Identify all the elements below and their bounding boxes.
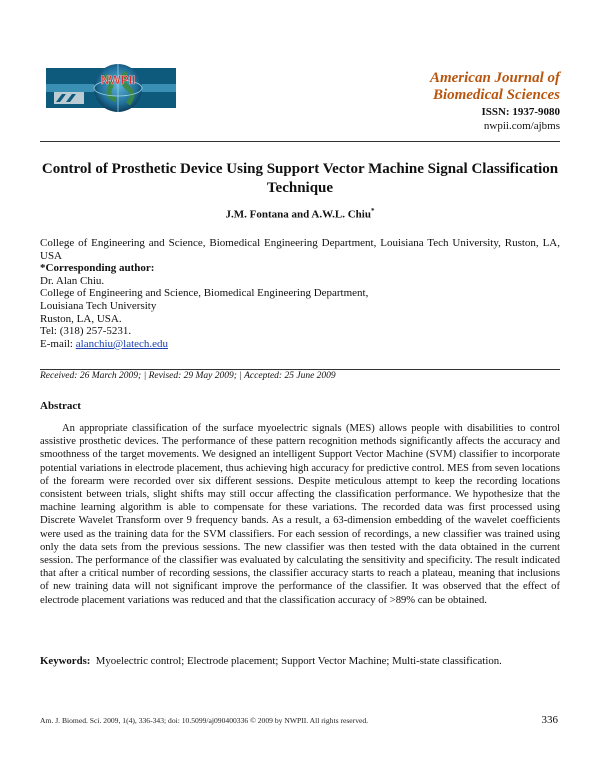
authors [40, 207, 560, 221]
email-label: E-mail: [40, 337, 76, 350]
journal-name: American Journal of Biomedical Sciences [429, 70, 560, 103]
keywords-text: Myoelectric control; Electrode placement; Support Vector Machine; Multi-state classification. [95, 655, 502, 667]
journal-header [390, 70, 560, 132]
paper-title: Control of Prosthetic Device Using Support Vector Machine Signal Classification Technique [41, 161, 559, 196]
nwpii-logo [46, 62, 176, 114]
email-link[interactable]: alanchiu@latech.edu [75, 337, 169, 350]
corresponding-univ: Louisiana Tech University [40, 299, 157, 312]
corresponding-mark: * [370, 207, 375, 215]
abstract-heading: Abstract [40, 400, 81, 412]
submission-dates: Received: 26 March 2009; | Revised: 29 May 2009; | Accepted: 25 June 2009 [40, 371, 336, 381]
dates-divider [40, 369, 560, 370]
telephone: Tel: (318) 257-5231. [40, 325, 132, 338]
journal-url[interactable]: nwpii.com/ajbms [483, 120, 560, 132]
keywords-label: Keywords: [40, 655, 91, 667]
author-names: J.M. Fontana and A.W.L. Chiu [225, 208, 371, 221]
institution: College of Engineering and Science, Biomedical Engineering Department, Louisiana Tech University, Ruston, LA, USA [40, 237, 560, 262]
keywords [40, 655, 560, 667]
corresponding-dept: College of Engineering and Science, Biomedical Engineering Department, [40, 287, 369, 300]
abstract-text: An appropriate classification of the surface myoelectric signals (MES) allows people with disabilities to control assistive prosthetic devices. The performance of these pattern recognition methods significantly affects the accuracy and smoothness of the target movements. We designed an intelligent Support Vector Machine (SVM) classifier to incorporate potential variations in electrode placement, thus achieving high accuracy for predictive control. MES from seven locations of the forearm were recorded over six different sessions. Despite meticulous attempt to keep the recording locations consistent between trials, slight shifts may still occur affecting the classification performance. We hypothesize that the machine learning algorithm is able to compensate for these variations. The recorded data was first processed using Discrete Wavelet Transform over 9 frequency bands. As a result, a 63-dimension embedding of the wavelet coefficients were used as the training data for the SVM classifiers. For each session of recordings, a new classifier was trained using only the data sets from the previous sessions. The new classifier was then tested with the data obtained in the current session. The performance of the classifier was evaluated by calculating the sensitivity and specificity. The result indicated that after a critical number of recording sessions, the classifier accuracy starts to reach a plateau, meaning that inclusions of new training data will not significant improve the performance of the classifier. It was observed that the effect of electrode placement variations was reduced and that the classification accuracy of >89% can be obtained. [40, 423, 560, 606]
logo-text: NWPII [100, 73, 136, 87]
email-line [40, 338, 560, 351]
footer-citation: Am. J. Biomed. Sci. 2009, 1(4), 336-343; doi: 10.5099/aj090400336 © 2009 by NWPII. All rights reserved. [40, 716, 369, 725]
affiliation-block [40, 237, 560, 350]
page-number: 336 [541, 714, 558, 726]
journal-issn: ISSN: 1937-9080 [481, 106, 560, 118]
header-divider [40, 141, 560, 142]
corresponding-name: Dr. Alan Chiu. [40, 274, 105, 287]
corresponding-label: *Corresponding author: [40, 262, 155, 275]
corresponding-city: Ruston, LA, USA. [40, 312, 122, 325]
